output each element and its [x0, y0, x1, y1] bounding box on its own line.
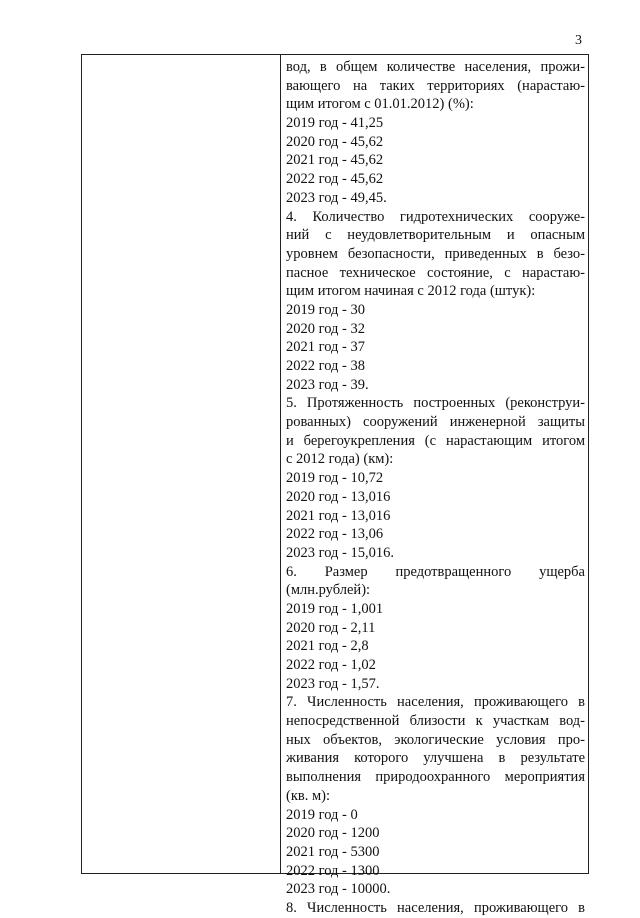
text-line: 2021 год - 13,016: [286, 507, 391, 524]
text-line: с 2012 года) (км):: [286, 451, 394, 468]
table-left-column: [82, 55, 281, 873]
text-line: щим итогом с 01.01.2012) (%):: [286, 96, 474, 113]
text-line: (кв. м):: [286, 787, 331, 804]
text-line: 2022 год - 13,06: [286, 526, 384, 543]
text-line: 2020 год - 45,62: [286, 133, 384, 150]
text-line: 2022 год - 38: [286, 358, 365, 374]
text-line: пасное техническое состояние, с нарастаю-: [286, 264, 585, 281]
text-line: 2022 год - 45,62: [286, 171, 384, 188]
text-line: уровнем безопасности, приведенных в безо-: [286, 245, 585, 262]
text-line: 6. Размер предотвращенного ущерба: [286, 563, 585, 580]
text-line: 2020 год - 13,016: [286, 488, 391, 505]
text-line: вающего на таких территориях (нарастаю-: [286, 77, 585, 94]
text-line: 2023 год - 15,016.: [286, 544, 394, 561]
text-line: 2023 год - 10000.: [286, 881, 391, 898]
text-line: 2019 год - 10,72: [286, 470, 384, 487]
text-line: 2021 год - 37: [286, 339, 365, 356]
text-line: 2020 год - 2,11: [286, 619, 376, 636]
text-line: 2022 год - 1,02: [286, 657, 376, 673]
text-line: 2021 год - 2,8: [286, 638, 369, 655]
text-line: вод, в общем количестве населения, прожи-: [286, 59, 585, 75]
text-line: 2021 год - 45,62: [286, 152, 384, 169]
text-line: и берегоукрепления (с нарастающим итогом: [286, 432, 585, 449]
text-line: 8. Численность населения, проживающего в: [286, 899, 585, 916]
text-line: 2019 год - 1,001: [286, 600, 384, 617]
text-line: 7. Численность населения, проживающего в: [286, 694, 585, 711]
table-right-column: [281, 55, 588, 916]
indicators-table: [81, 54, 589, 916]
text-line: 4. Количество гидротехнических сооруже-: [286, 208, 585, 225]
text-line: 2021 год - 5300: [286, 843, 380, 860]
text-line: 2023 год - 39.: [286, 376, 369, 393]
text-line: 2022 год - 1300: [286, 862, 380, 879]
text-line: 2019 год - 0: [286, 806, 358, 823]
text-line: (млн.рублей):: [286, 582, 371, 599]
text-line: 2020 год - 1200: [286, 825, 380, 842]
text-line: выполнения природоохранного мероприятия: [286, 769, 585, 786]
text-line: ний с неудовлетворительным и опасным: [286, 227, 585, 244]
text-line: щим итогом начиная с 2012 года (штук):: [286, 283, 536, 300]
text-line: 2019 год - 41,25: [286, 115, 384, 132]
text-line: живания которого улучшена в результате: [286, 750, 585, 767]
text-line: рованных) сооружений инженерной защиты: [286, 414, 585, 431]
text-line: 2020 год - 32: [286, 320, 365, 337]
text-line: непосредственной близости к участкам вод-: [286, 713, 585, 730]
page-number: 3: [575, 33, 582, 48]
text-line: ных объектов, экологические условия про-: [286, 731, 585, 748]
text-line: 2023 год - 49,45.: [286, 189, 387, 206]
text-line: 5. Протяженность построенных (реконструи-: [286, 395, 585, 412]
text-line: 2023 год - 1,57.: [286, 675, 380, 692]
text-line: 2019 год - 30: [286, 301, 365, 318]
